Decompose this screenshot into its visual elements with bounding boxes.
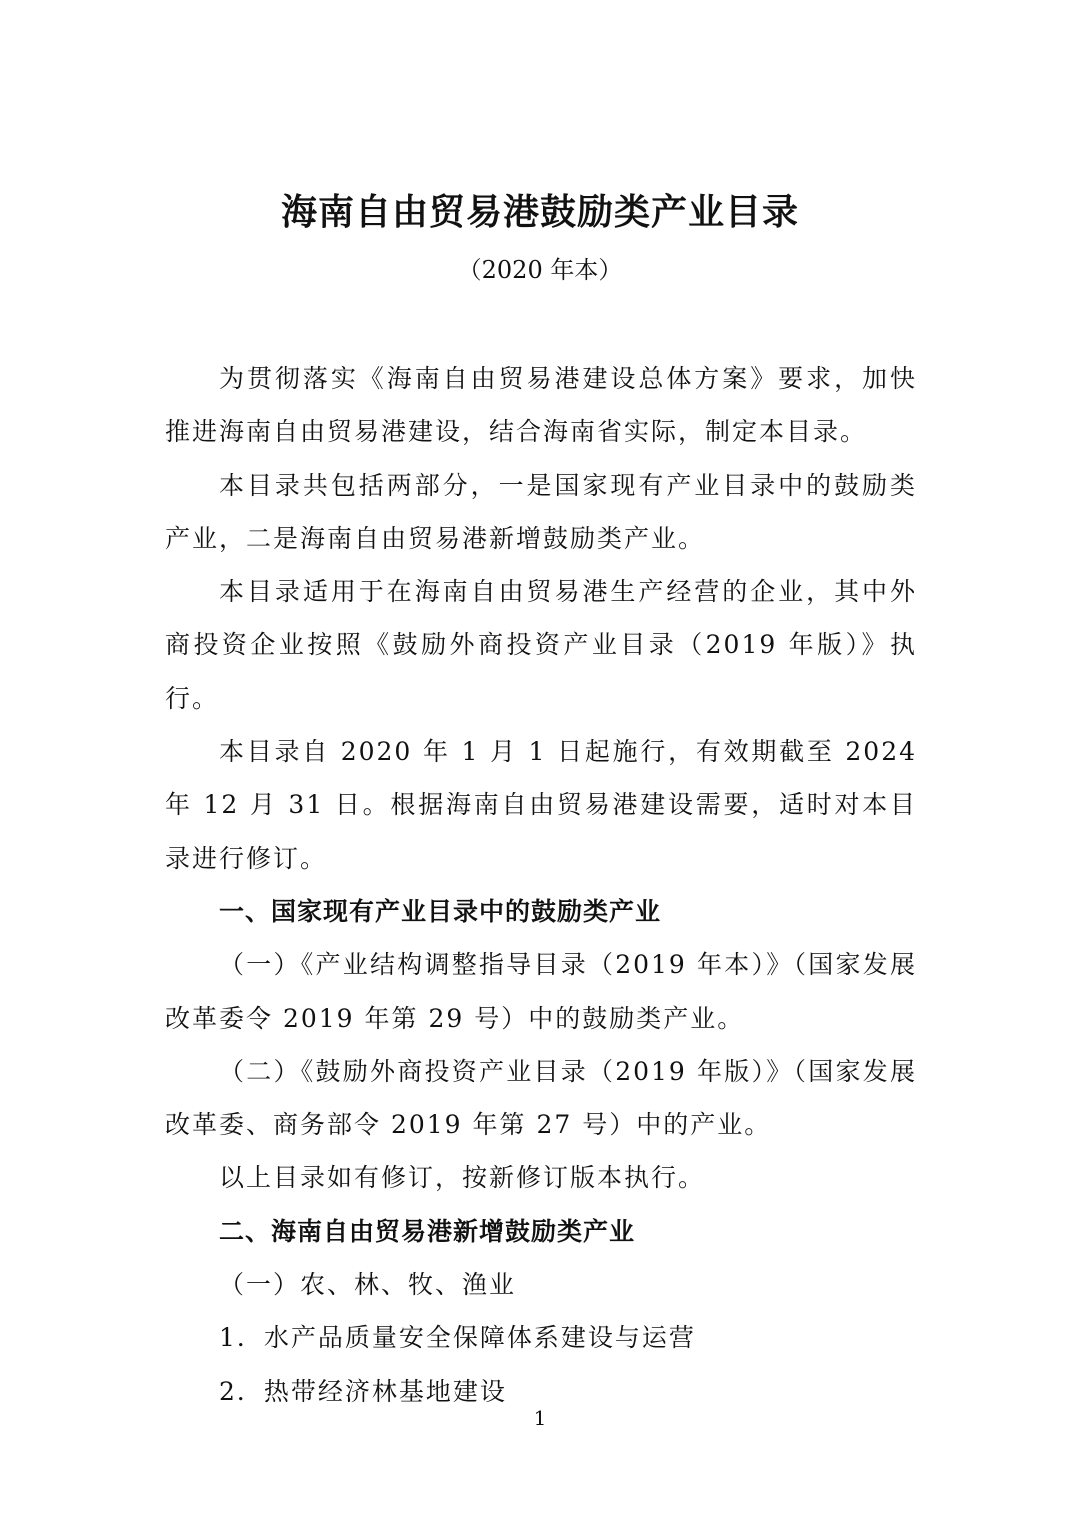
subsection-heading-agriculture: （一）农、林、牧、渔业 <box>219 1270 517 1300</box>
section-heading-1: 一、国家现有产业目录中的鼓励类产业 <box>219 896 662 926</box>
document-body <box>165 352 917 1418</box>
paragraph-item-1: （一）《产业结构调整指导目录（2019 年本）》（国家发展改革委令 2019 年第 29 号）中的鼓励类产业。 <box>165 950 917 1033</box>
paragraph-purpose: 为贯彻落实《海南自由贸易港建设总体方案》要求，加快推进海南自由贸易港建设，结合海南省实际，制定本目录。 <box>165 364 917 447</box>
paragraph-effective-date: 本目录自 2020 年 1 月 1 日起施行，有效期截至 2024 年 12 月 31 日。根据海南自由贸易港建设需要，适时对本目录进行修订。 <box>165 737 917 873</box>
list-item-1: 1．水产品质量安全保障体系建设与运营 <box>219 1323 696 1353</box>
document-subtitle: （2020 年本） <box>457 256 623 284</box>
paragraph-revision-note: 以上目录如有修订，按新修订版本执行。 <box>219 1163 706 1193</box>
section-heading-2: 二、海南自由贸易港新增鼓励类产业 <box>219 1216 636 1246</box>
document-title: 海南自由贸易港鼓励类产业目录 <box>280 192 799 233</box>
page-number: 1 <box>533 1406 547 1430</box>
paragraph-scope: 本目录共包括两部分，一是国家现有产业目录中的鼓励类产业，二是海南自由贸易港新增鼓励类产业。 <box>165 470 917 553</box>
list-item-2: 2．热带经济林基地建设 <box>219 1376 507 1406</box>
paragraph-item-2: （二）《鼓励外商投资产业目录（2019 年版）》（国家发展改革委、商务部令 2019 年第 27 号）中的产业。 <box>165 1056 917 1140</box>
paragraph-applicability: 本目录适用于在海南自由贸易港生产经营的企业，其中外商投资企业按照《鼓励外商投资产业目录（2019 年版）》执行。 <box>165 577 917 713</box>
